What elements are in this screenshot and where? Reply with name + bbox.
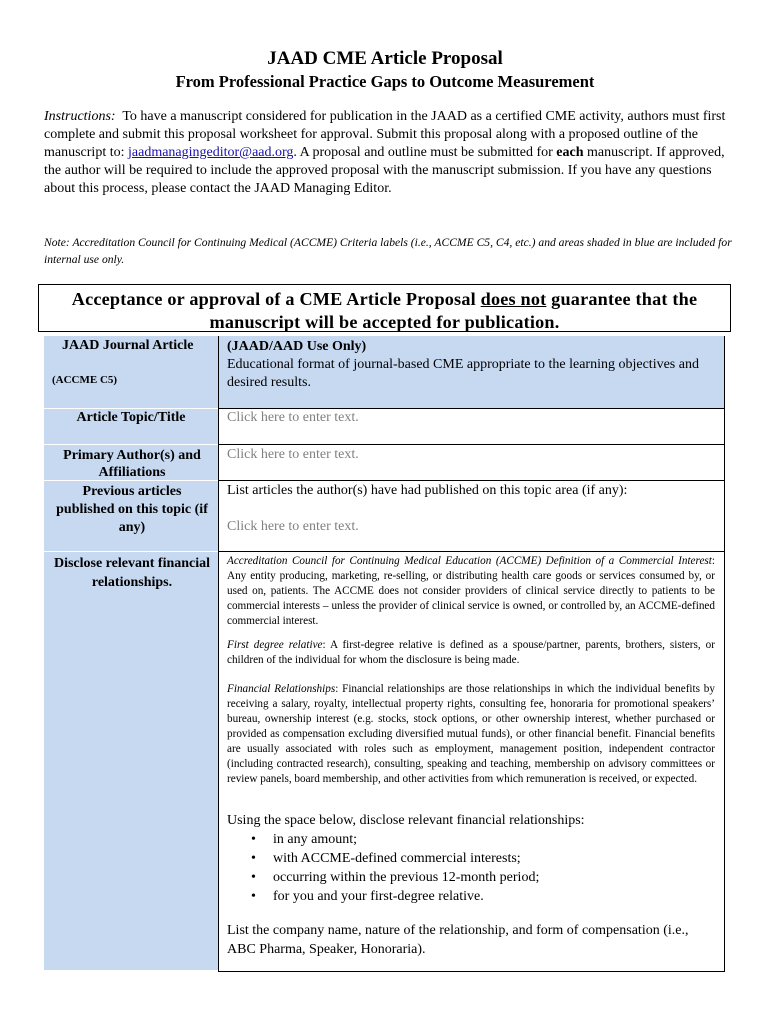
managing-editor-email-link[interactable]: jaadmanagingeditor@aad.org: [128, 145, 294, 160]
disclose-intro: Using the space below, disclose relevant financial relationships:: [227, 813, 585, 828]
banner-text-part1: Acceptance or approval of a CME Article Proposal: [71, 289, 476, 309]
row-journal-article-sublabel: (ACCME C5): [52, 374, 118, 386]
instructions-paragraph: [44, 108, 734, 198]
commercial-interest-text: : Any entity producing, marketing, re-selling, or distributing health care goods or services consumed by, or used on, patients. The ACCME does not consider providers of clinical service directly to patients to be commercial interests – unless the provider of clinical service is owned, or controlled by, an ACCME-defined commercial interest.: [227, 555, 715, 627]
first-degree-relative-text: : A first-degree relative is defined as a spouse/partner, parents, brothers, sisters, or children of the individual for whom the disclosure is being made.: [227, 639, 715, 666]
list-company-instruction: List the company name, nature of the relationship, and form of compensation (i.e., ABC Pharma, Speaker, Honoraria).: [227, 923, 689, 957]
row-journal-article-label: JAAD Journal Article: [44, 338, 218, 354]
row-journal-article-content: [227, 338, 721, 392]
row-article-topic-label: Article Topic/Title: [44, 410, 218, 426]
table-divider: [219, 480, 725, 481]
banner-underlined-text: does not: [480, 289, 547, 309]
previous-articles-input[interactable]: Click here to enter text.: [227, 519, 359, 534]
table-divider: [219, 408, 725, 409]
list-item: • occurring within the previous 12-month period;: [273, 868, 715, 887]
table-right-border: [724, 336, 725, 972]
first-degree-relative-definition: [227, 638, 715, 668]
financial-relationships-term: Financial Relationships: [227, 683, 336, 695]
table-divider: [219, 551, 725, 552]
financial-relationships-definition: [227, 682, 715, 787]
banner-text-part2: guarantee that the manuscript will be accepted for publication.: [209, 289, 698, 332]
list-item: • with ACCME-defined commercial interests;: [273, 849, 715, 868]
document-subtitle: From Professional Practice Gaps to Outcome Measurement: [175, 72, 595, 91]
label-column-shading: [44, 336, 218, 970]
list-item: • in any amount;: [273, 830, 715, 849]
label-row-gap: [44, 551, 219, 552]
label-row-gap: [44, 444, 219, 445]
previous-articles-prompt: List articles the author(s) have had published on this topic area (if any):: [227, 483, 628, 498]
proposal-form-table: [44, 336, 725, 976]
financial-relationships-text: : Financial relationships are those relationships in which the individual benefits by receiving a salary, royalty, intellectual property rights, consulting fee, honoraria for promotional speakers’ bureau, ownership interest (e.g. stocks, stock options, or other ownership interest, whether purchased or provided as compensation excluding diversified mutual funds), or other financial benefit. Financial benefits are usually associated with roles such as employment, management position, independent contractor (including contracted research), consulting, speaking and teaching, membership on advisory committees or review panels, board membership, and other activities from which remuneration is received, or expected.: [227, 683, 715, 785]
list-item: • for you and your first-degree relative.: [273, 887, 715, 906]
instructions-text-after-email: . A proposal and outline must be submitted for: [293, 145, 553, 160]
financial-disclosure-content: [227, 554, 715, 959]
first-degree-relative-term: First degree relative: [227, 639, 323, 651]
article-topic-input[interactable]: Click here to enter text.: [227, 410, 359, 425]
column-divider: [218, 336, 219, 972]
label-row-gap: [44, 408, 219, 409]
educational-format-text: Educational format of journal-based CME appropriate to the learning objectives and desired results.: [227, 357, 699, 390]
disclosure-criteria-list: [227, 830, 715, 906]
row-financial-disclosure-label: Disclose relevant financial relationships.: [50, 554, 214, 592]
instructions-each-emphasis: each: [556, 145, 584, 160]
internal-use-note: Note: Accreditation Council for Continuing Medical (ACCME) Criteria labels (i.e., ACCME C5, C4, etc.) and areas shaded in blue are included for internal use only.: [44, 236, 732, 266]
row-primary-author-label: Primary Author(s) and Affiliations: [54, 447, 210, 481]
table-divider: [219, 444, 725, 445]
primary-author-input[interactable]: Click here to enter text.: [227, 447, 359, 462]
row-previous-articles-label: Previous articles published on this topic (if any): [54, 483, 210, 537]
commercial-interest-term: Accreditation Council for Continuing Medical Education (ACCME) Definition of a Commercial Interest: [227, 555, 712, 567]
table-bottom-border: [218, 971, 725, 972]
commercial-interest-definition: [227, 554, 715, 629]
label-row-gap: [44, 480, 219, 481]
instructions-label: Instructions:: [44, 109, 116, 124]
document-title: JAAD CME Article Proposal: [267, 48, 503, 69]
acceptance-disclaimer-banner: [38, 284, 731, 332]
instructions-text-end: manuscript. If approved, the author will be required to include the approved proposal with the manuscript submission. If you have any questions about this process, please contact the JAAD Managing Editor.: [44, 145, 725, 196]
internal-use-heading: (JAAD/AAD Use Only): [227, 339, 367, 354]
instructions-text: To have a manuscript considered for publication in the JAAD as a certified CME activity, authors must first complete and submit this proposal worksheet for approval. Submit this proposal along with a proposed outline of the manuscript to:: [44, 109, 726, 160]
